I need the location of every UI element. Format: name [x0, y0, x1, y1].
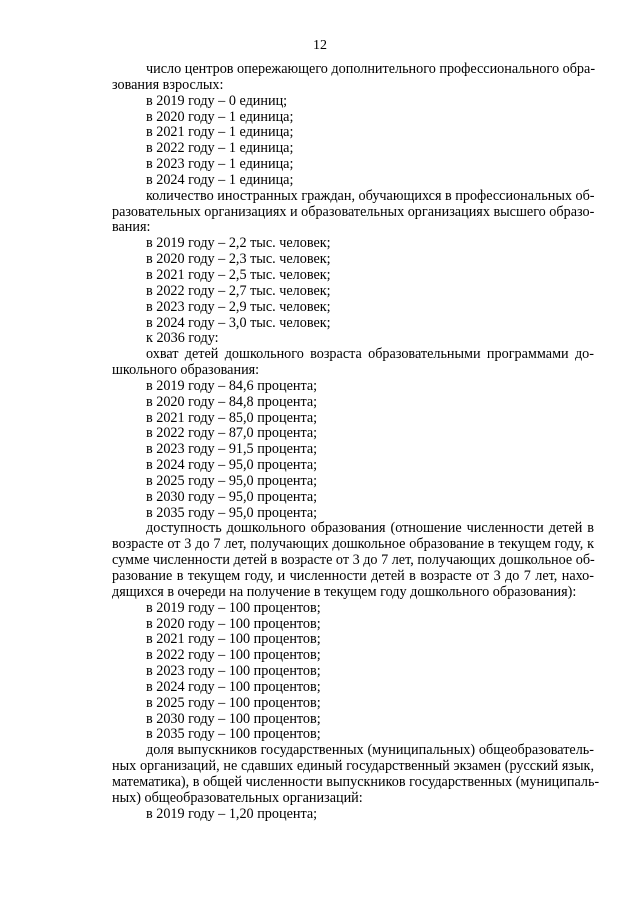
- paragraph: [112, 268, 594, 284]
- text-line: в 2035 году – 95,0 процента;: [146, 504, 318, 521]
- paragraph: [112, 189, 594, 237]
- text-line: в 2024 году – 1 единица;: [146, 171, 294, 188]
- text-line: в 2030 году – 100 процентов;: [146, 710, 321, 727]
- text-line: к 2036 году:: [146, 330, 219, 347]
- text-line: в 2019 году – 1,20 процента;: [146, 805, 318, 822]
- text-line: в 2020 году – 2,3 тыс. человек;: [146, 251, 331, 268]
- text-line: в 2019 году – 84,6 процента;: [146, 377, 318, 394]
- text-line: в 2021 году – 2,5 тыс. человек;: [146, 266, 331, 283]
- text-line: в 2023 году – 91,5 процента;: [146, 441, 318, 458]
- paragraph: [112, 173, 594, 189]
- text-line: в 2020 году – 1 единица;: [146, 108, 294, 125]
- text-line: ных организаций, не сдавших единый государственный экзамен (русский язык,: [112, 758, 594, 775]
- text-line: ных) общеобразовательных организаций:: [112, 789, 363, 806]
- text-line: доступность дошкольного образования (отношение численности детей в: [146, 520, 594, 537]
- text-line: число центров опережающего дополнительного профессионального обра-: [146, 61, 596, 77]
- paragraph: [112, 110, 594, 126]
- paragraph: [112, 742, 600, 806]
- paragraph: [112, 331, 594, 347]
- text-line: в 2019 году – 100 процентов;: [146, 599, 321, 616]
- paragraph: [112, 411, 594, 427]
- text-line: в 2025 году – 95,0 процента;: [146, 472, 318, 489]
- paragraph: [112, 284, 594, 300]
- text-line: дящихся в очереди на получение в текущем году дошкольного образования):: [112, 583, 577, 600]
- text-line: в 2024 году – 3,0 тыс. человек;: [146, 314, 331, 331]
- text-line: в 2022 году – 2,7 тыс. человек;: [146, 282, 331, 299]
- paragraph: [112, 94, 594, 110]
- paragraph: [112, 727, 594, 743]
- paragraph: [112, 236, 594, 252]
- paragraph: [112, 696, 594, 712]
- paragraph: [112, 648, 594, 664]
- text-line: в 2024 году – 100 процентов;: [146, 678, 321, 695]
- paragraph: [112, 157, 594, 173]
- text-line: количество иностранных граждан, обучающихся в профессиональных об-: [146, 187, 595, 204]
- paragraph: [112, 62, 594, 94]
- paragraph: [112, 347, 594, 379]
- text-line: математика), в общей численности выпускников государственных (муниципаль-: [112, 773, 600, 790]
- text-line: в 2020 году – 100 процентов;: [146, 615, 321, 632]
- text-line: разование в текущем году, и численности детей в возрасте от 3 до 7 лет, нахо-: [112, 568, 594, 584]
- paragraph: [112, 252, 594, 268]
- paragraph: [112, 664, 594, 680]
- text-line: в 2023 году – 1 единица;: [146, 156, 294, 173]
- text-line: в 2021 году – 85,0 процента;: [146, 409, 318, 426]
- text-line: вания:: [112, 219, 151, 236]
- paragraph: [112, 141, 594, 157]
- paragraph: [112, 300, 594, 316]
- text-line: в 2021 году – 1 единица;: [146, 124, 294, 141]
- text-line: доля выпускников государственных (муниципальных) общеобразователь-: [146, 742, 594, 759]
- text-line: в 2023 году – 100 процентов;: [146, 663, 321, 680]
- paragraph: [112, 521, 594, 600]
- text-line: в 2024 году – 95,0 процента;: [146, 457, 318, 474]
- paragraph: [112, 807, 594, 823]
- paragraph: [112, 506, 594, 522]
- paragraph: [112, 490, 594, 506]
- text-line: в 2022 году – 1 единица;: [146, 140, 294, 157]
- text-line: в 2030 году – 95,0 процента;: [146, 488, 318, 505]
- text-line: в 2023 году – 2,9 тыс. человек;: [146, 298, 331, 315]
- paragraph: [112, 395, 594, 411]
- text-line: в 2019 году – 0 единиц;: [146, 92, 288, 109]
- paragraph: [112, 474, 594, 490]
- text-line: в 2035 году – 100 процентов;: [146, 726, 321, 743]
- text-line: сумме численности детей в возрасте от 3 до 7 лет, получающих дошкольное об-: [112, 552, 595, 569]
- paragraph: [112, 632, 594, 648]
- text-line: возрасте от 3 до 7 лет, получающих дошкольное образование в текущем году, к: [112, 536, 594, 553]
- paragraph: [112, 125, 594, 141]
- paragraph: [112, 442, 594, 458]
- text-line: в 2025 году – 100 процентов;: [146, 694, 321, 711]
- paragraph: [112, 680, 594, 696]
- paragraph: [112, 426, 594, 442]
- text-line: школьного образования:: [112, 362, 260, 379]
- paragraph: [112, 316, 594, 332]
- text-line: в 2022 году – 100 процентов;: [146, 647, 321, 664]
- text-line: в 2022 году – 87,0 процента;: [146, 425, 318, 442]
- text-line: зования взрослых:: [112, 76, 224, 93]
- paragraph: [112, 379, 594, 395]
- paragraph: [112, 601, 594, 617]
- document-body: [112, 61, 600, 823]
- text-line: в 2021 году – 100 процентов;: [146, 631, 321, 648]
- text-line: разовательных организациях и образовательных организациях высшего образо-: [112, 203, 595, 220]
- page-number: 12: [313, 38, 327, 53]
- paragraph: [112, 458, 594, 474]
- paragraph: [112, 712, 594, 728]
- text-line: охват детей дошкольного возраста образовательными программами до-: [146, 346, 594, 363]
- text-line: в 2019 году – 2,2 тыс. человек;: [146, 235, 331, 252]
- paragraph: [112, 617, 594, 633]
- text-line: в 2020 году – 84,8 процента;: [146, 393, 318, 410]
